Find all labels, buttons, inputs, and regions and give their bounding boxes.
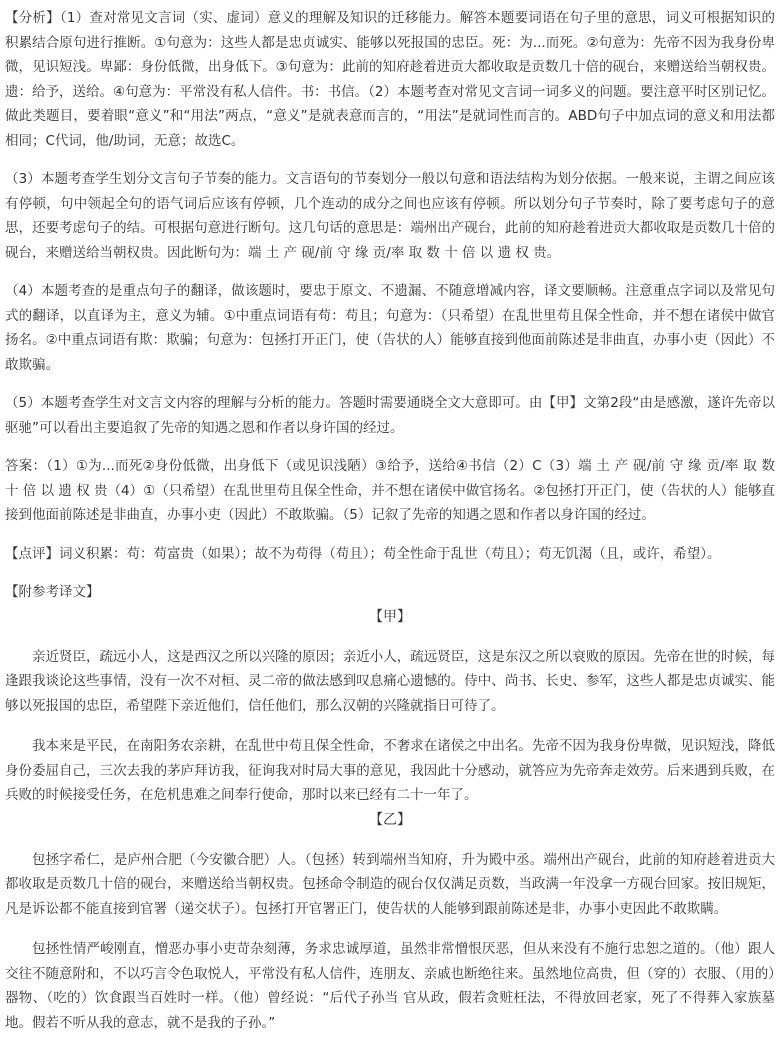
section-title-yi: 【乙】 — [369, 811, 411, 828]
analysis-paragraph-1: 【分析】（1）查对常见文言词（实、虚词）意义的理解及知识的迁移能力。解答本题要词语在句子里的意思，词义可根据知识的积累结合原句进行推断。①句意为：这些人都是忠贞诚实、能够以死报国的忠臣。死：为...而死。②句意为：先帝不因为我身份卑微，见识短浅。卑鄙：身份低微，出身低下。③句意为：此前的知府趁着进贡大都收取是贡数几十倍的砚台，来赠送给当朝权贵。遗：给予，送给。④句意为：平常没有私人信件。书：书信。（2）本题考查对常见文言词一词多义的问题。要注意平时区别记忆。做此类题目，要着眼“意义”和“用法”两点，“意义”是就表意而言的，“用法”是就词性而言的。ABD句子中加点词的意义和用法都相同；C代词，他/助词，无意；故选C。 — [5, 10, 775, 149]
comment-paragraph: 【点评】词义积累：苟：苟富贵（如果）；故不为苟得（苟且）；苟全性命于乱世（苟且）；苟无饥渴（且，或许，希望）。 — [5, 545, 721, 562]
analysis-paragraph-4: （4）本题考查的是重点句子的翻译，做该题时，要忠于原文、不遗漏、不随意增减内容，译文要顺畅。注意重点字词以及常见句式的翻译，以直译为主，意义为辅。①中重点词语有苟：苟且；句意为：（只希望）在乱世里苟且保全性命，并不想在诸侯中做官扬名。②中重点词语有欺：欺骗；句意为：包拯打开正门，使（告状的人）能够直接到他面前陈述是非曲直，办事小吏（因此）不敢欺骗。 — [5, 283, 775, 373]
analysis-paragraph-3: （3）本题考查学生划分文言句子节奏的能力。文言语句的节奏划分一般以句意和语法结构为划分依据。一般来说，主谓之间应该有停顿，句中领起全句的语气词后应该有停顿，几个连动的成分之间也应该有停顿。所以划分句子节奏时，除了要考虑句子的意思，还要考虑句子的结。可根据句意进行断句。这几句话的意思是：端州出产砚台，此前的知府趁着进贡大都收取是贡数几十倍的砚台，来赠送给当朝权贵。因此断句为：端 土 产 砚/前 守 缘 贡/率 取 数 十 倍 以 遗 权 贵。 — [5, 171, 775, 261]
translation-jia-paragraph-1: 亲近贤臣，疏远小人，这是西汉之所以兴隆的原因；亲近小人，疏远贤臣，这是东汉之所以衰败的原因。先帝在世的时候，每逢跟我谈论这些事情，没有一次不对桓、灵二帝的做法感到叹息痛心遗憾的。侍中、尚书、长史、参军，这些人都是忠贞诚实、能够以死报国的忠臣，希望陛下亲近他们，信任他们，那么汉朝的兴隆就指日可待了。 — [5, 648, 775, 714]
analysis-paragraph-5: （5）本题考查学生对文言文内容的理解与分析的能力。答题时需要通晓全文大意即可。由【甲】文第2段“由是感激，遂许先帝以驱驰”可以看出主要追叙了先帝的知遇之恩和作者以身许国的经过。 — [5, 395, 775, 436]
translation-heading: 【附参考译文】 — [5, 584, 100, 600]
section-title-jia: 【甲】 — [369, 608, 411, 625]
translation-jia-paragraph-2: 我本来是平民，在南阳务农亲耕，在乱世中苟且保全性命，不奢求在诸侯之中出名。先帝不因为我身份卑微，见识短浅，降低身份委屈自己，三次去我的茅庐拜访我，征询我对时局大事的意见，我因此十分感动，就答应为先帝奔走效劳。后来遇到兵败，在兵败的时候接受任务，在危机患难之间奉行使命，那时以来已经有二十一年了。 — [5, 738, 775, 803]
translation-yi-paragraph-2: 包拯性情严峻刚直，憎恶办事小吏苛杂刻薄，务求忠诚厚道，虽然非常憎恨厌恶，但从来没有不施行忠恕之道的。（他）跟人交往不随意附和，不以巧言令色取悦人，平常没有私人信件，连朋友、亲戚也断绝往来。虽然地位高贵，但（穿的）衣服、（用的）器物、（吃的）饮食跟当百姓时一样。（他）曾经说：“后代子孙当 官从政，假若贪赃枉法，不得放回老家，死了不得葬入家族墓地。假若不听从我的意志，就不是我的子孙。” — [5, 941, 775, 1031]
answer-paragraph: 答案：（1）①为...而死②身份低微，出身低下（或见识浅陋）③给予，送给④书信（2）C（3）端 土 产 砚/前 守 缘 贡/率 取 数 十 倍 以 遗 权 贵（4）①（只希望）在乱世里苟且保全性命，并不想在诸侯中做官扬名。②包拯打开正门，使（告状的人）能够直接到他面前陈述是非曲直，办事小吏（因此）不敢欺骗。（5）记叙了先帝的知遇之恩和作者以身许国的经过。 — [5, 458, 775, 523]
translation-yi-paragraph-1: 包拯字希仁，是庐州合肥（今安徽合肥）人。（包拯）转到端州当知府，升为殿中丞。端州出产砚台，此前的知府趁着进贡大都收取是贡数几十倍的砚台，来赠送给当朝权贵。包拯命令制造的砚台仅仅满足贡数，当政满一年没拿一方砚台回家。按旧规矩，凡是诉讼都不能直接到官署（递交状子）。包拯打开官署正门，使告状的人能够到跟前陈述是非，办事小吏因此不敢欺瞒。 — [5, 851, 775, 917]
